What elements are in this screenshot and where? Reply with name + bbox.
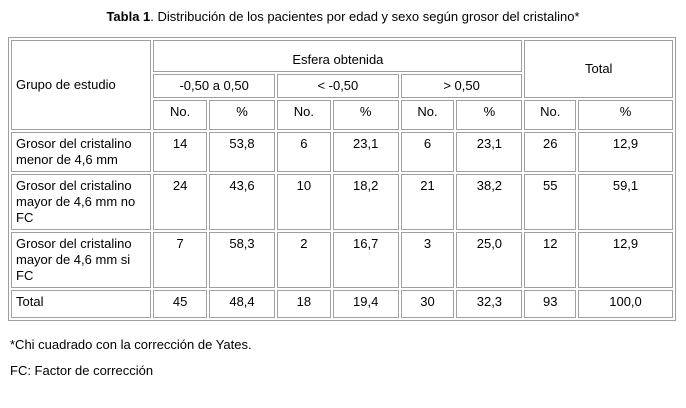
value-cell: 6 [277, 132, 331, 172]
subgroup-header-gt: > 0,50 [401, 74, 523, 98]
column-header-no: No. [401, 100, 455, 130]
value-cell: 48,4 [209, 290, 275, 318]
column-header-pct: % [333, 100, 399, 130]
column-header-no: No. [277, 100, 331, 130]
group-header-cell: Grupo de estudio [11, 40, 151, 130]
value-cell: 18,2 [333, 174, 399, 230]
row-label-cell: Total [11, 290, 151, 318]
esfera-header-cell: Esfera obtenida [153, 40, 522, 72]
column-header-pct: % [456, 100, 522, 130]
value-cell: 30 [401, 290, 455, 318]
value-cell: 100,0 [578, 290, 673, 318]
row-label-cell: Grosor del cristalino mayor de 4,6 mm no FC [11, 174, 151, 230]
distribution-table [8, 37, 676, 321]
value-cell: 45 [153, 290, 207, 318]
header-row-1 [11, 40, 673, 72]
value-cell: 23,1 [456, 132, 522, 172]
value-cell: 12,9 [578, 132, 673, 172]
footnote-chi-squared: *Chi cuadrado con la corrección de Yates. [10, 337, 252, 352]
value-cell: 26 [524, 132, 576, 172]
total-header-cell: Total [524, 40, 673, 98]
value-cell: 19,4 [333, 290, 399, 318]
column-header-no: No. [153, 100, 207, 130]
value-cell: 58,3 [209, 232, 275, 288]
value-cell: 12,9 [578, 232, 673, 288]
table-row [11, 174, 673, 230]
subgroup-header-range: -0,50 a 0,50 [153, 74, 275, 98]
value-cell: 53,8 [209, 132, 275, 172]
value-cell: 23,1 [333, 132, 399, 172]
value-cell: 6 [401, 132, 455, 172]
value-cell: 21 [401, 174, 455, 230]
value-cell: 43,6 [209, 174, 275, 230]
column-header-pct: % [578, 100, 673, 130]
table-title [0, 0, 686, 25]
value-cell: 12 [524, 232, 576, 288]
table-row-total [11, 290, 673, 318]
footnotes [10, 337, 686, 379]
value-cell: 14 [153, 132, 207, 172]
column-header-no: No. [524, 100, 576, 130]
column-header-pct: % [209, 100, 275, 130]
value-cell: 59,1 [578, 174, 673, 230]
value-cell: 32,3 [456, 290, 522, 318]
value-cell: 3 [401, 232, 455, 288]
table-title-text: . Distribución de los pacientes por edad y sexo según grosor del cristalino* [150, 9, 580, 24]
row-label-cell: Grosor del cristalino mayor de 4,6 mm si FC [11, 232, 151, 288]
table-title-label: Tabla 1 [106, 9, 151, 24]
footnote-fc: FC: Factor de corrección [10, 363, 154, 378]
value-cell: 24 [153, 174, 207, 230]
value-cell: 2 [277, 232, 331, 288]
row-label-cell: Grosor del cristalino menor de 4,6 mm [11, 132, 151, 172]
value-cell: 93 [524, 290, 576, 318]
subgroup-header-lt: < -0,50 [277, 74, 399, 98]
value-cell: 25,0 [456, 232, 522, 288]
value-cell: 55 [524, 174, 576, 230]
value-cell: 18 [277, 290, 331, 318]
table-row [11, 232, 673, 288]
value-cell: 10 [277, 174, 331, 230]
value-cell: 16,7 [333, 232, 399, 288]
table-row [11, 132, 673, 172]
value-cell: 38,2 [456, 174, 522, 230]
value-cell: 7 [153, 232, 207, 288]
